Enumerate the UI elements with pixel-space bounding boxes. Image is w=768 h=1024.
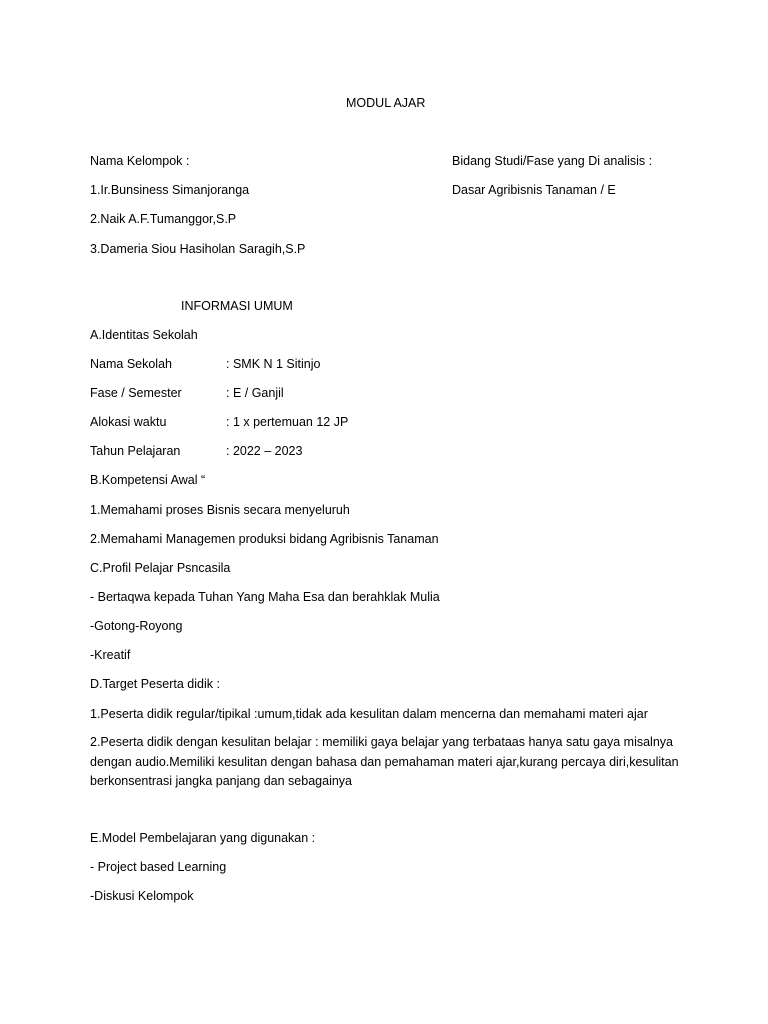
bidang-label: Bidang Studi/Fase yang Di analisis : — [452, 154, 653, 168]
kelompok-member-2: 2.Naik A.F.Tumanggor,S.P — [90, 212, 237, 226]
model-heading: E.Model Pembelajaran yang digunakan : — [90, 831, 316, 845]
model-item-2: -Diskusi Kelompok — [90, 889, 194, 903]
profil-item-3: -Kreatif — [90, 648, 131, 662]
identitas-value-fase: : E / Ganjil — [226, 386, 284, 400]
target-heading: D.Target Peserta didik : — [90, 677, 220, 691]
profil-item-2: -Gotong-Royong — [90, 619, 183, 633]
kompetensi-item-2: 2.Memahami Managemen produksi bidang Agribisnis Tanaman — [90, 532, 439, 546]
identitas-heading: A.Identitas Sekolah — [90, 328, 198, 342]
identitas-value-nama-sekolah: : SMK N 1 Sitinjo — [226, 357, 321, 371]
profil-heading: C.Profil Pelajar Psncasila — [90, 561, 231, 575]
identitas-value-tahun: : 2022 – 2023 — [226, 444, 303, 458]
identitas-label-tahun: Tahun Pelajaran — [90, 444, 181, 458]
kelompok-label: Nama Kelompok : — [90, 154, 190, 168]
profil-item-1: - Bertaqwa kepada Tuhan Yang Maha Esa dan berahklak Mulia — [90, 590, 440, 604]
target-item-2: 2.Peserta didik dengan kesulitan belajar : memiliki gaya belajar yang terbataas hanya satu gaya misalnya dengan audio.Memiliki kesulitan dengan bahasa dan pemahaman materi ajar,kurang percaya diri,kesulitan berkonsentrasi jangka panjang dan sebagainya — [90, 735, 679, 788]
identitas-value-alokasi: : 1 x pertemuan 12 JP — [226, 415, 349, 429]
identitas-label-fase: Fase / Semester — [90, 386, 182, 400]
kelompok-member-1: 1.Ir.Bunsiness Simanjoranga — [90, 183, 250, 197]
identitas-label-nama-sekolah: Nama Sekolah — [90, 357, 172, 371]
document-title: MODUL AJAR — [346, 96, 426, 110]
target-item-1: 1.Peserta didik regular/tipikal :umum,tidak ada kesulitan dalam mencerna dan memahami materi ajar — [90, 707, 648, 721]
kompetensi-heading: B.Kompetensi Awal “ — [90, 473, 206, 487]
model-item-1: - Project based Learning — [90, 860, 227, 874]
kompetensi-item-1: 1.Memahami proses Bisnis secara menyeluruh — [90, 503, 350, 517]
bidang-value: Dasar Agribisnis Tanaman / E — [452, 183, 616, 197]
informasi-umum-heading: INFORMASI UMUM — [181, 299, 293, 313]
identitas-label-alokasi: Alokasi waktu — [90, 415, 167, 429]
kelompok-member-3: 3.Dameria Siou Hasiholan Saragih,S.P — [90, 242, 306, 256]
